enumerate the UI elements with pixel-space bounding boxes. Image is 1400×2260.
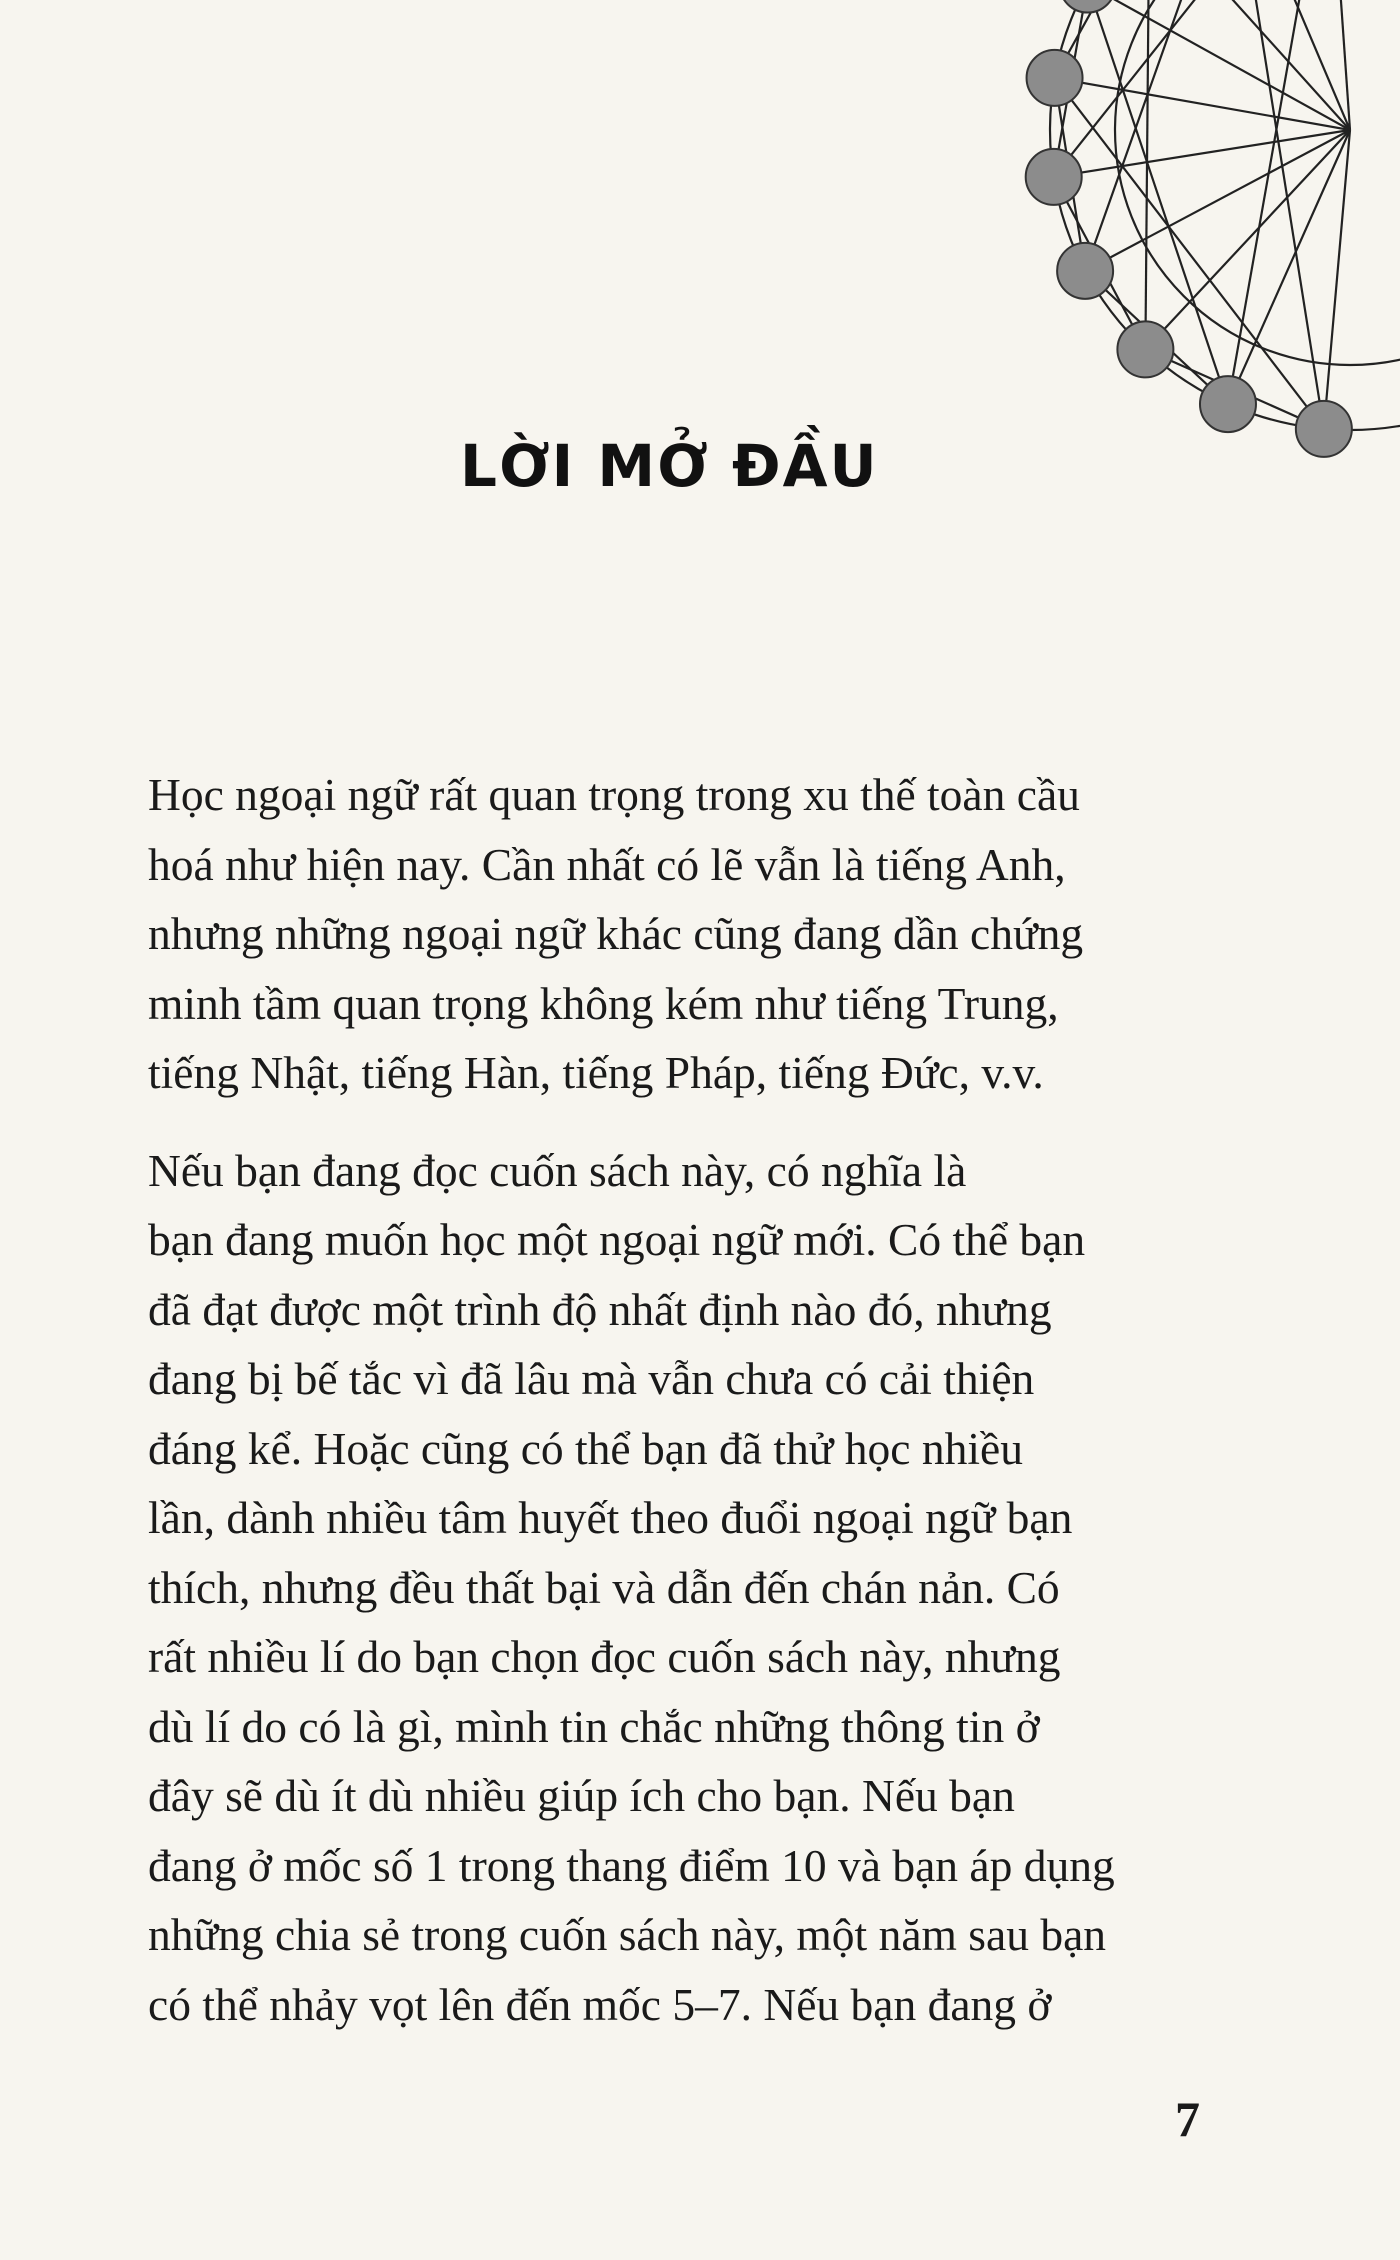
ornament-dot: [1026, 149, 1082, 205]
decorative-wheel-ornament: [880, 0, 1400, 560]
chapter-title: LỜI MỞ ĐẦU: [460, 432, 879, 500]
paragraph-second: Nếu bạn đang đọc cuốn sách này, có nghĩa là bạn đang muốn học một ngoại ngữ mới. Có thể bạn đã đạt được một trình độ nhất định nào đó, nhưng đang bị bế tắc vì đã lâu mà vẫn chưa có cải thiện đáng kể. Hoặc cũng có thể bạn đã thử học nhiều lần, dành nhiều tâm huyết theo đuổi ngoại ngữ bạn thích, nhưng đều thất bại và dẫn đến chán nản. Có rất nhiều lí do bạn chọn đọc cuốn sách này, nhưng dù lí do có là gì, mình tin chắc những thông tin ở đây sẽ dù ít dù nhiều giúp ích cho bạn. Nếu bạn đang ở mốc số 1 trong thang điểm 10 và bạn áp dụng những chia sẻ trong cuốn sách này, một năm sau bạn có thể nhảy vọt lên đến mốc 5–7. Nếu bạn đang ở: [148, 1144, 1115, 2030]
ornament-dot: [1117, 321, 1173, 377]
ornament-dot: [1296, 401, 1352, 457]
ornament-dot: [1060, 0, 1116, 13]
body-text: [148, 760, 1208, 2039]
ornament-dot: [1027, 50, 1083, 106]
ornament-dot: [1200, 376, 1256, 432]
page-number: 7: [1175, 2091, 1200, 2147]
ornament-dot: [1057, 243, 1113, 299]
paragraph-intro: Học ngoại ngữ rất quan trọng trong xu thế toàn cầu hoá như hiện nay. Cần nhất có lẽ vẫn là tiếng Anh, nhưng những ngoại ngữ khác cũng đang dần chứng minh tầm quan trọng không kém như tiếng Trung, tiếng Nhật, tiếng Hàn, tiếng Pháp, tiếng Đức, v.v.: [148, 769, 1084, 1098]
